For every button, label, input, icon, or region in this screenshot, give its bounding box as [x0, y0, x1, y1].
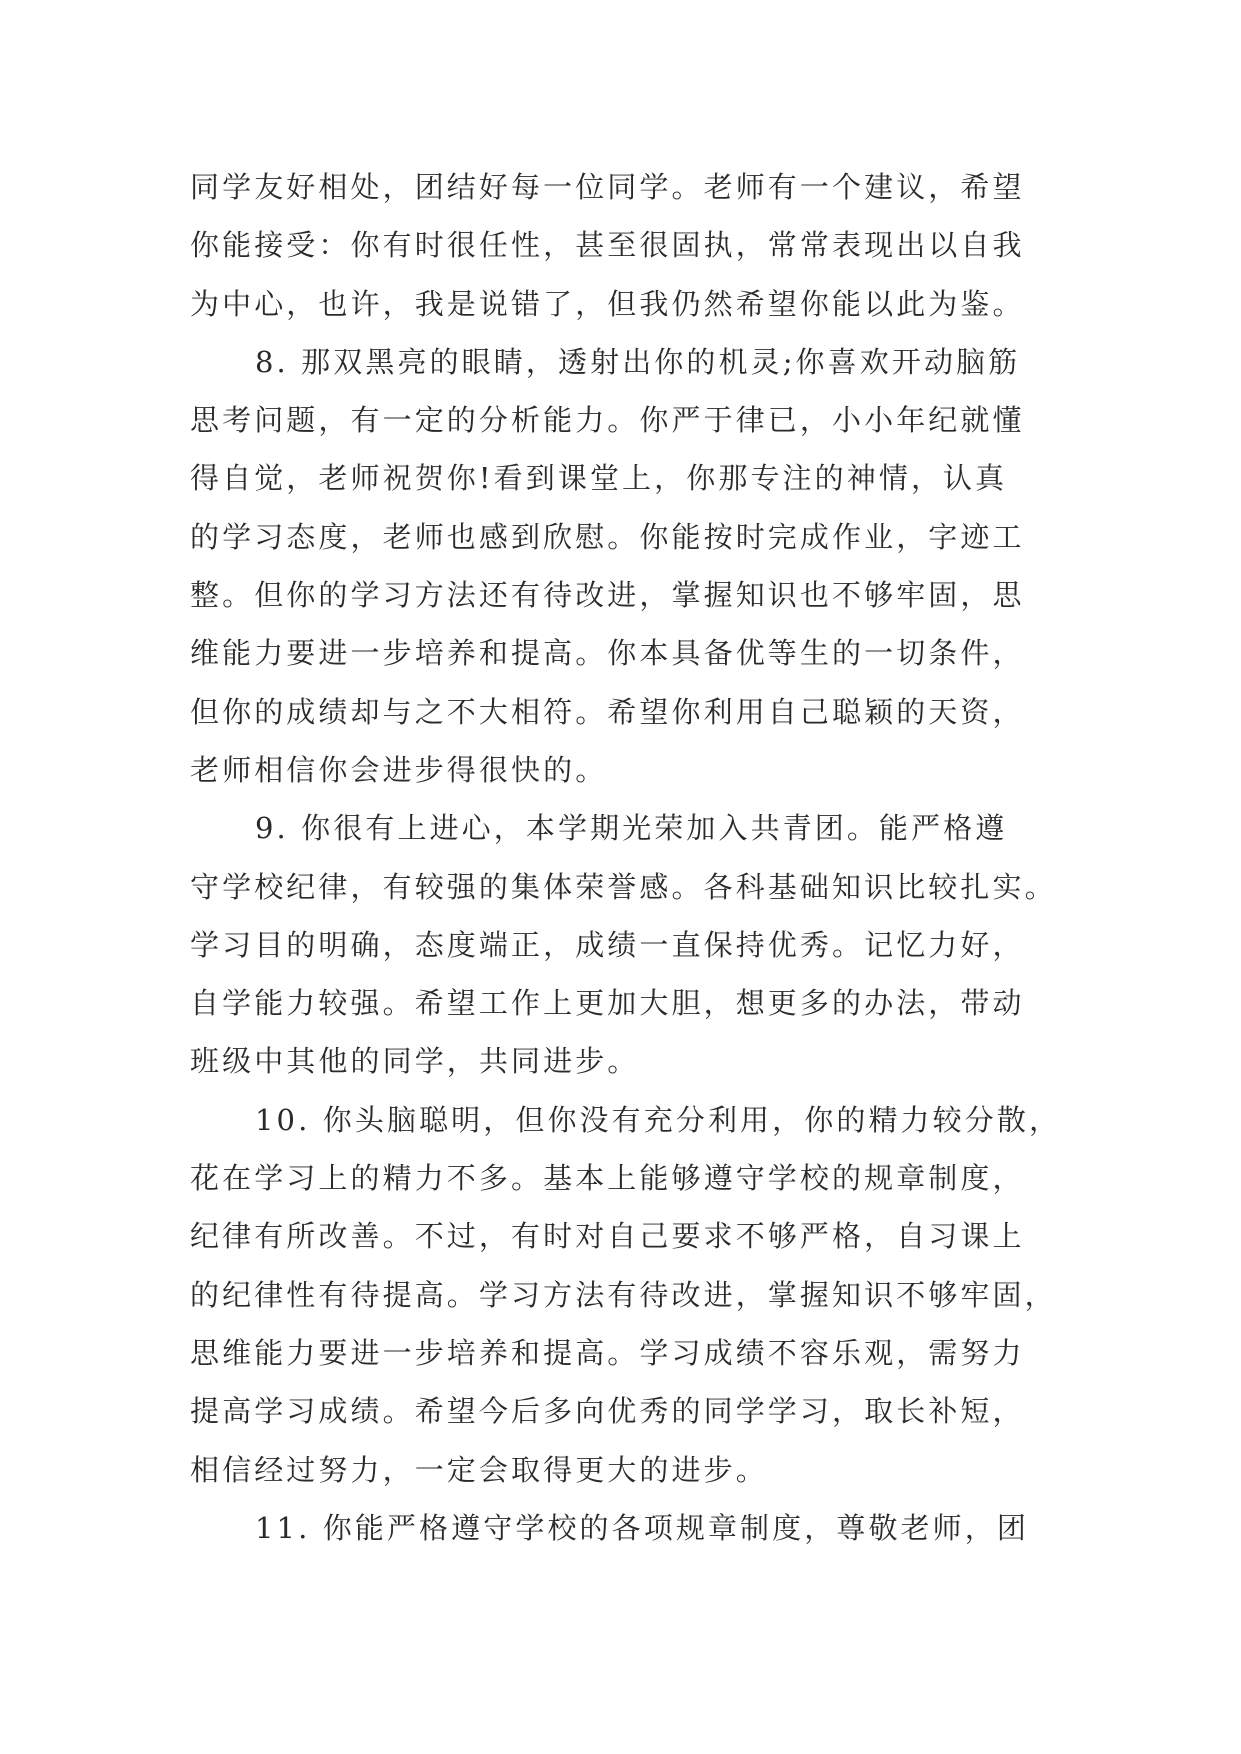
text-line: 相信经过努力，一定会取得更大的进步。 [190, 1452, 768, 1487]
text-line: 提高学习成绩。希望今后多向优秀的同学学习，取长补短， [190, 1394, 1025, 1429]
text-line: 思维能力要进一步培养和提高。学习成绩不容乐观，需努力 [190, 1335, 1025, 1370]
body-text [190, 158, 1070, 1557]
text-line: 思考问题，有一定的分析能力。你严于律已，小小年纪就懂 [190, 403, 1025, 438]
text-line: 你能接受：你有时很任性，甚至很固执，常常表现出以自我 [190, 228, 1025, 263]
text-line: 同学友好相处，团结好每一位同学。老师有一个建议，希望 [190, 170, 1025, 204]
text-line: 整。但你的学习方法还有待改进，掌握知识也不够牢固，思 [190, 578, 1025, 613]
paragraph-start-line: 9. 你很有上进心，本学期光荣加入共青团。能严格遵 [255, 811, 1008, 846]
text-line: 的学习态度，老师也感到欣慰。你能按时完成作业，字迹工 [190, 519, 1025, 554]
paragraph-start-line: 10. 你头脑聪明，但你没有充分利用，你的精力较分散， [255, 1102, 1062, 1137]
text-line: 花在学习上的精力不多。基本上能够遵守学校的规章制度， [190, 1161, 1025, 1196]
text-line: 为中心，也许，我是说错了，但我仍然希望你能以此为鉴。 [190, 286, 1025, 321]
text-line: 学习目的明确，态度端正，成绩一直保持优秀。记忆力好， [190, 927, 1025, 962]
text-line: 但你的成绩却与之不大相符。希望你利用自己聪颖的天资， [190, 694, 1025, 729]
text-line: 纪律有所改善。不过，有时对自己要求不够严格，自习课上 [190, 1219, 1025, 1254]
text-line: 老师相信你会进步得很快的。 [190, 752, 608, 787]
text-line: 班级中其他的同学，共同进步。 [190, 1044, 640, 1079]
paragraph-start-line: 8. 那双黑亮的眼睛，透射出你的机灵;你喜欢开动脑筋 [255, 344, 1021, 379]
text-line: 守学校纪律，有较强的集体荣誉感。各科基础知识比较扎实。 [190, 869, 1057, 904]
text-line: 维能力要进一步培养和提高。你本具备优等生的一切条件， [190, 636, 1025, 671]
paragraph-start-line: 11. 你能严格遵守学校的各项规章制度，尊敬老师，团 [255, 1510, 1029, 1545]
text-line: 自学能力较强。希望工作上更加大胆，想更多的办法，带动 [190, 986, 1025, 1021]
text-line: 得自觉，老师祝贺你!看到课堂上，你那专注的神情，认真 [190, 461, 1008, 496]
text-line: 的纪律性有待提高。学习方法有待改进，掌握知识不够牢固， [190, 1277, 1057, 1312]
